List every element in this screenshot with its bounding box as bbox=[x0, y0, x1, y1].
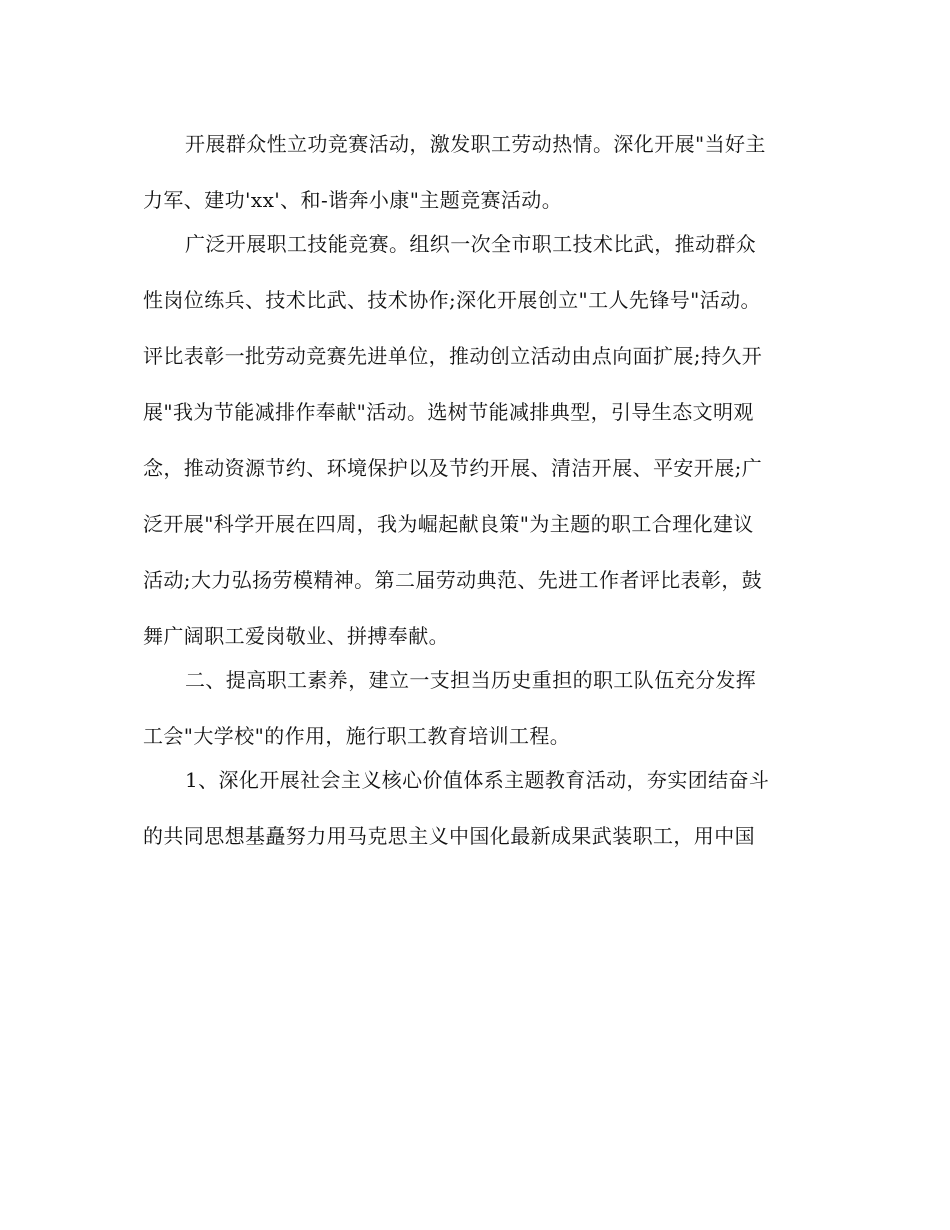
paragraph-line: 性岗位练兵、技术比武、技术协作;深化开展创立"工人先锋号"活动。 bbox=[143, 288, 761, 312]
paragraph-line: 活动;大力弘扬劳模精神。第二届劳动典范、先进工作者评比表彰，鼓 bbox=[143, 568, 763, 592]
paragraph-line: 评比表彰一批劳动竞赛先进单位，推动创立活动由点向面扩展;持久开 bbox=[143, 344, 763, 368]
paragraph-line: 工会"大学校"的作用，施行职工教育培训工程。 bbox=[143, 724, 571, 748]
paragraph-line: 广泛开展职工技能竞赛。组织一次全市职工技术比武，推动群众 bbox=[185, 232, 757, 256]
paragraph-line: 泛开展"科学开展在四周，我为崛起献良策"为主题的职工合理化建议 bbox=[143, 512, 754, 536]
paragraph-line: 展"我为节能减排作奉献"活动。选树节能减排典型，引导生态文明观 bbox=[143, 400, 754, 424]
document-body bbox=[143, 124, 809, 872]
paragraph-line: 二、提高职工素养，建立一支担当历史重担的职工队伍充分发挥 bbox=[185, 668, 757, 692]
paragraph-line: 念，推动资源节约、环境保护以及节约开展、清洁开展、平安开展;广 bbox=[143, 456, 763, 480]
paragraph-line: 的共同思想基矗努力用马克思主义中国化最新成果武装职工，用中国 bbox=[143, 824, 755, 848]
paragraph-line: 开展群众性立功竞赛活动，激发职工劳动热情。深化开展"当好主 bbox=[185, 132, 766, 156]
paragraph-line: 舞广阔职工爱岗敬业、拼搏奉献。 bbox=[143, 624, 449, 648]
paragraph-line: 1、深化开展社会主义核心价值体系主题教育活动，夯实团结奋斗 bbox=[185, 768, 770, 792]
paragraph-line: 力军、建功'xx'、和-谐奔小康"主题竞赛活动。 bbox=[143, 188, 563, 212]
